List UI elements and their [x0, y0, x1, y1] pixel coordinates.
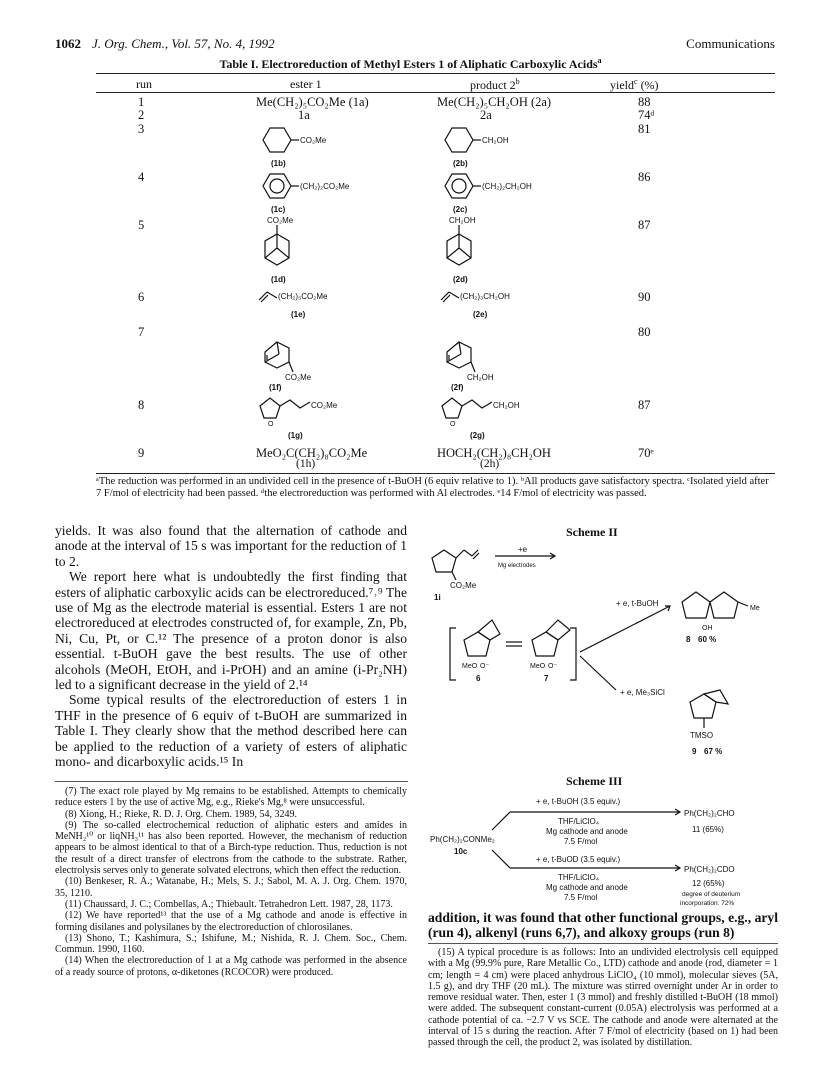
- col-yield-unit: (%): [640, 78, 659, 92]
- row5-product-label: (2d): [453, 275, 468, 284]
- left-paragraph-2: We report here what is undoubtedly the first finding that esters of aliphatic carboxylic acids can be electroreduced.⁷˒⁹ The use of Mg as the electrode material is essential. Esters 1 are not electroreduced at electrodes constructed of, for example, Zn, Pb, Ni, Cu, Pt, or C.¹² The presence of a proton donor is also essential. t-BuOH gave the best results. The use of other alcohols (MeOH, EtOH, and i-PrOH) and an amine (i-Pr₂NH) led to a significant decrease in the yield of 2.¹⁴: [55, 569, 407, 693]
- right-notes: [428, 947, 778, 1049]
- row8-ester-sub: CO₂Me: [311, 401, 338, 410]
- row9-ester: MeO₂C(CH₂)₈CO₂Me: [256, 446, 368, 460]
- row8-ester-o: O: [268, 421, 274, 428]
- row4-ester-label: (1c): [271, 205, 286, 214]
- scheme2-int7-label: 7: [544, 674, 549, 683]
- row6-product-structure: [437, 286, 547, 322]
- row2-ester: 1a: [298, 108, 310, 122]
- note-12: (12) We have reported¹³ that the use of a Mg cathode and anode is effective in forming disilanes and polysilanes by the electroreduction of chlorosilanes.: [55, 910, 407, 933]
- row5-ester-structure: [255, 214, 335, 286]
- scheme3-bot-line3: Mg cathode and anode: [546, 883, 628, 892]
- row1-run: 1: [138, 95, 145, 109]
- row5-ester-label: (1d): [271, 275, 286, 284]
- row7-yield: 80: [638, 325, 651, 339]
- scheme3-bot-yield: 12 (65%): [692, 879, 725, 888]
- row6-product-sub: (CH₂)₃CH₂OH: [460, 292, 510, 301]
- row8-product-sub: CH₂OH: [493, 401, 520, 410]
- row5-yield: 87: [638, 218, 651, 232]
- section-title: Communications: [686, 36, 775, 51]
- scheme2-prod9-label: 9: [692, 747, 697, 756]
- notes-rule-right: [428, 943, 778, 944]
- scheme3-top-product: Ph(CH₂)₂CHO: [684, 809, 735, 818]
- note-10: (10) Benkeser, R. A.; Watanabe, H.; Mels, S. J.; Sabol, M. A. J. Org. Chem. 1970, 35, 1210.: [55, 876, 407, 899]
- col-product-mark: b: [515, 77, 520, 86]
- row3-product-label: (2b): [453, 159, 468, 168]
- scheme2-int6-label: 6: [476, 674, 481, 683]
- row2-yield: 74ᵈ: [638, 108, 655, 122]
- row3-yield: 81: [638, 122, 651, 136]
- col-product: [470, 77, 520, 93]
- row8-ester-label: (1g): [288, 431, 303, 440]
- col-ester: ester 1: [290, 77, 322, 91]
- col-yield-text: yield: [610, 78, 634, 92]
- row7-product-label: (2f): [451, 383, 464, 392]
- scheme2-int7-meo: MeO: [530, 663, 546, 670]
- scheme2-int6-meo: MeO: [462, 663, 478, 670]
- notes-rule-left: [55, 781, 408, 782]
- row4-product-label: (2c): [453, 205, 468, 214]
- note-11: (11) Chaussard, J. C.; Combellas, A.; Thiebault. Tetrahedron Lett. 1987, 28, 1173.: [65, 898, 393, 910]
- row3-ester-label: (1b): [271, 159, 286, 168]
- scheme2-path-b: + e, Me₃SiCl: [620, 688, 665, 697]
- scheme2-prod9: [676, 688, 756, 760]
- table-top-rule: [96, 73, 775, 74]
- row4-yield: 86: [638, 170, 651, 184]
- left-notes: [55, 786, 407, 978]
- row4-ester-sub: (CH₂)₂CO₂Me: [300, 182, 350, 191]
- right-paragraph-1: addition, it was found that other functional groups, e.g., aryl (run 4), alkenyl (runs 6,7), and alkoxy groups (run 8): [428, 910, 778, 941]
- row3-ester-structure: [255, 120, 335, 168]
- row7-run: 7: [138, 325, 145, 339]
- row6-ester-structure: [255, 286, 365, 322]
- scheme2-prod9-yield: 67 %: [704, 747, 723, 756]
- scheme2-int6-o: O⁻: [480, 663, 490, 670]
- scheme3-title: Scheme III: [566, 774, 623, 788]
- scheme3-bot-line4: 7.5 F/mol: [564, 893, 598, 900]
- row8-ester-structure: [252, 394, 362, 442]
- journal-citation: J. Org. Chem., Vol. 57, No. 4, 1992: [92, 36, 275, 51]
- row3-product-structure: [437, 120, 517, 168]
- scheme3-top-line4: 7.5 F/mol: [564, 837, 598, 846]
- row7-product-structure: [437, 322, 517, 392]
- scheme2-start-sub: CO₂Me: [450, 581, 477, 590]
- col-yield: [610, 77, 659, 93]
- scheme3-top-yield: 11 (65%): [692, 825, 724, 834]
- row8-product-structure: [434, 394, 544, 442]
- note-9: (9) The so-called electrochemical reduction of aliphatic esters and amides in MeNH₂¹⁰ or liqNH₃¹¹ has also been reported. However, the mechanism of reduction appears to be almost identical to that of a Birch-type reduction. Thus, reduction is not the result of a direct transfer of electrons from the cathode to the substrate. Rather, electrolysis serves only to generate solvated electrons, which then effect the reduction.: [55, 819, 407, 877]
- scheme3-top-line2: THF/LiClO₄: [558, 817, 600, 826]
- scheme2-prod8-me: Me: [750, 605, 760, 612]
- row6-product-label: (2e): [473, 310, 488, 319]
- row7-ester-structure: [255, 322, 335, 392]
- scheme3-diagram: [420, 790, 800, 900]
- row5-run: 5: [138, 218, 145, 232]
- note-7: (7) The exact role played by Mg remains to be established. Attempts to chemically reduce esters 1 by the use of active Mg, e.g., Rieke's Mg,⁸ were unsuccessful.: [55, 786, 407, 809]
- col-yield-mark: c: [634, 77, 638, 86]
- col-product-text: product 2: [470, 78, 516, 92]
- note-13: (13) Shono, T.; Kashimura, S.; Ishifune, M.; Nishida, R. J. Chem. Soc., Chem. Commun. 1990, 1160.: [55, 932, 407, 956]
- scheme3-start-label: 10c: [454, 847, 468, 856]
- scheme3-bot-note2: incorporation: 72%: [680, 900, 735, 907]
- scheme2-int7-o: O⁻: [548, 663, 558, 670]
- scheme2-path-a: + e, t-BuOH: [616, 599, 659, 608]
- row6-ester-sub: (CH₂)₃CO₂Me: [278, 292, 328, 301]
- row2-product: 2a: [480, 108, 492, 122]
- note-15: (15) A typical procedure is as follows: Into an undivided electrolysis cell equipped with a Mg (99.9% pure, Rare Metallic Co., LTD) cathode and anode (rod, diameter = 1 cm; length = 4 cm) were placed anhydrous LiClO₄ (10 mmol), molecular sieves (5A, 1.5 g), and dry THF (20 mL). The mixture was stirred overnight under Ar in order to remove residual water. Then, ester 1 (3 mmol) and freshly distilled t-BuOH (18 mmol) were added. The subsequent constant-current (0.05A) electrolysis was performed at a cathode potential of ca. −2.7 V vs SCE. The cathode and anode were alternated at the interval of 15 s during the reaction. After 7 F/mol of electricity (based on 1) had been passed through the cell, the product 2, was isolated by distillation.: [428, 947, 778, 1049]
- scheme2-title: Scheme II: [566, 525, 618, 539]
- row4-run: 4: [138, 170, 145, 184]
- table-footnote: ᵃThe reduction was performed in an undivided cell in the presence of t-BuOH (6 equiv relative to 1). ᵇAll products gave satisfactory spectra. ᶜIsolated yield after 7 F/mol of electricity had been passed. ᵈthe electroreduction was performed with Al electrodes. ᵉ14 F/mol of electricity was passed.: [96, 476, 769, 499]
- row5-product-structure: [437, 214, 517, 286]
- note-14: (14) When the electroreduction of 1 at a Mg cathode was performed in the absence of a ready source of protons, α-diketones (RCOCOR) were produced.: [55, 955, 407, 978]
- row8-run: 8: [138, 398, 145, 412]
- row6-yield: 90: [638, 290, 651, 304]
- scheme2-prod9-tmso: TMSO: [690, 731, 714, 740]
- row7-product-sub: CH₂OH: [467, 373, 494, 382]
- scheme2-prod8-yield: 60 %: [698, 635, 717, 644]
- row1-ester: Me(CH₂)₅CO₂Me (1a): [256, 95, 369, 109]
- row5-product-sub: CH₂OH: [449, 216, 476, 225]
- row6-ester-label: (1e): [291, 310, 306, 319]
- row1-product: Me(CH₂)₅CH₂OH (2a): [437, 95, 552, 109]
- scheme2-prod8-oh: OH: [702, 625, 713, 632]
- scheme3-top-line3: Mg cathode and anode: [546, 827, 628, 836]
- left-paragraph-3: Some typical results of the electroreduction of esters 1 in THF in the presence of 6 equiv of t-BuOH are summarized in Table I. They clearly show that the method described here can be applied to the reduction of a variety of esters of aliphatic mono- and dicarboxylic acids.¹⁵ In: [55, 692, 407, 770]
- row4-product-structure: [437, 166, 547, 214]
- row7-ester-sub: CO₂Me: [285, 373, 312, 382]
- row1-yield: 88: [638, 95, 651, 109]
- row3-product-sub: CH₂OH: [482, 136, 509, 145]
- row9-yield: 70ᵉ: [638, 446, 654, 460]
- row9-product: HOCH₂(CH₂)₈CH₂OH: [437, 446, 551, 460]
- row9-ester-label: (1h): [296, 458, 316, 470]
- scheme2-start-label: 1i: [434, 593, 441, 602]
- row8-yield: 87: [638, 398, 651, 412]
- row8-product-o: O: [450, 421, 456, 428]
- col-run: run: [136, 77, 152, 91]
- table-title-text: Table I. Electroreduction of Methyl Esters 1 of Aliphatic Carboxylic Acids: [219, 57, 598, 71]
- row2-run: 2: [138, 108, 145, 122]
- scheme3-bot-product: Ph(CH₂)₂CDO: [684, 865, 735, 874]
- scheme3-bot-line1: + e, t-BuOD (3.5 equiv.): [536, 855, 621, 864]
- table-title: [0, 56, 821, 72]
- scheme2-arrow-top: +e: [518, 545, 528, 554]
- row8-product-label: (2g): [470, 431, 485, 440]
- left-paragraph-1: yields. It was also found that the alternation of cathode and anode at the interval of 15 s was important for the reduction of 1 to 2.: [55, 523, 407, 569]
- row9-product-label: (2h): [480, 458, 500, 470]
- scheme3-top-line1: + e, t-BuOH (3.5 equiv.): [536, 797, 621, 806]
- row5-ester-sub: CO₂Me: [267, 216, 294, 225]
- scheme3-bot-line2: THF/LiClO₄: [558, 873, 600, 882]
- scheme2-prod8-label: 8: [686, 635, 691, 644]
- right-body: [428, 910, 778, 941]
- page-number: 1062: [55, 36, 81, 51]
- scheme2-diagram: [420, 540, 800, 700]
- row6-run: 6: [138, 290, 145, 304]
- row7-ester-label: (1f): [269, 383, 282, 392]
- table-title-mark: a: [597, 56, 602, 65]
- table-header-rule: [96, 92, 775, 93]
- scheme3-bot-note1: degree of deuterium: [682, 891, 741, 898]
- row3-ester-sub: CO₂Me: [300, 136, 327, 145]
- row4-product-sub: (CH₂)₂CH₂OH: [482, 182, 532, 191]
- scheme2-arrow-bottom: Mg electrodes: [498, 563, 536, 569]
- left-body: [55, 523, 407, 770]
- note-8: (8) Xiong, H.; Rieke, R. D. J. Org. Chem. 1989, 54, 3249.: [65, 808, 298, 820]
- row3-run: 3: [138, 122, 145, 136]
- scheme3-start: Ph(CH₂)₂CONMe₂: [430, 835, 495, 844]
- row4-ester-structure: [255, 166, 365, 214]
- row9-run: 9: [138, 446, 145, 460]
- table-bottom-rule: [96, 473, 775, 474]
